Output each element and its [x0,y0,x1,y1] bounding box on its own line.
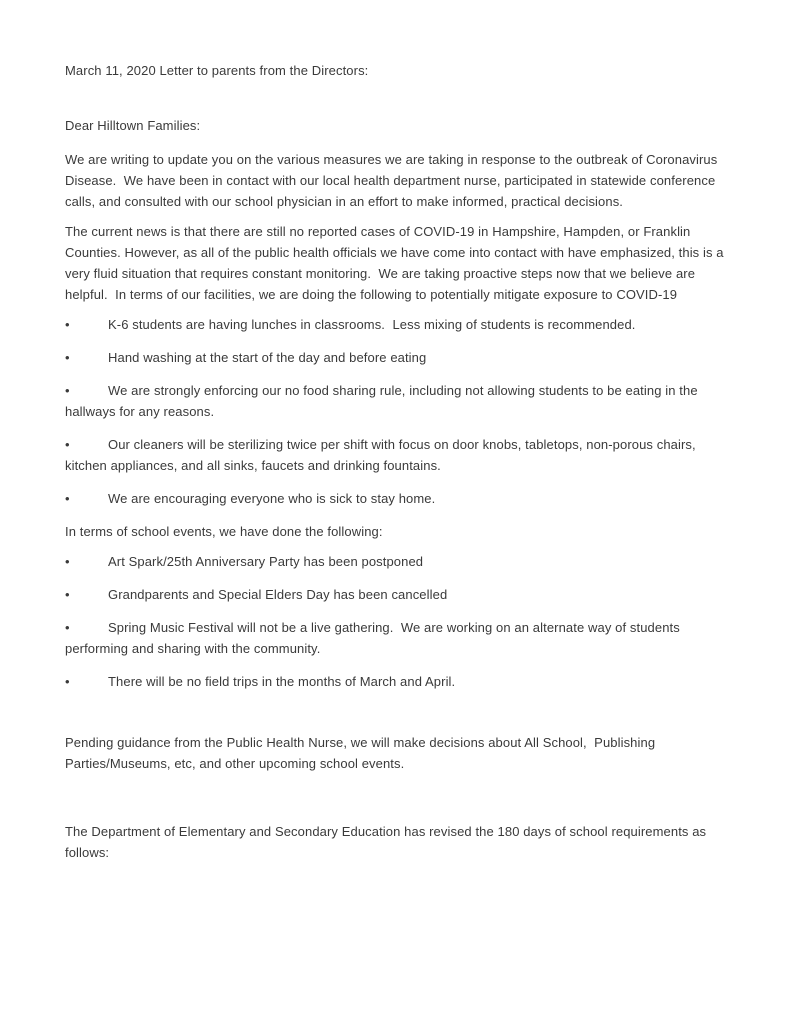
bullet-text: Grandparents and Special Elders Day has been cancelled [108,587,448,602]
bullet-marker: • [65,491,70,506]
bullet-item-art-spark [65,551,726,572]
bullet-text: There will be no field trips in the months of March and April. [108,674,456,689]
bullet-item-no-food-sharing [65,380,726,422]
bullet-marker: • [65,317,70,332]
bullet-item-cleaners [65,434,726,476]
letter-heading: March 11, 2020 Letter to parents from the Directors: [65,63,369,78]
paragraph-intro: We are writing to update you on the various measures we are taking in response to the outbreak of Coronavirus Disease. We have been in contact with our local health department nurse, participated in statewide conference calls, and consulted with our school physician in an effort to make informed, practical decisions. [65,152,722,209]
bullet-text: Art Spark/25th Anniversary Party has been postponed [108,554,424,569]
paragraph-dese-requirements: The Department of Elementary and Secondary Education has revised the 180 days of school requirements as follows: [65,824,710,860]
paragraph-pending-guidance: Pending guidance from the Public Health Nurse, we will make decisions about All School, Publishing Parties/Museums, etc, and other upcoming school events. [65,735,659,771]
bullet-item-grandparents-day [65,584,726,605]
bullet-marker: • [65,554,70,569]
bullet-text: Our cleaners will be sterilizing twice per shift with focus on door knobs, tabletops, non-porous chairs, kitchen appliances, and all sinks, faucets and drinking fountains. [65,437,700,473]
bullet-item-field-trips [65,671,726,692]
bullet-marker: • [65,437,70,452]
bullet-item-hand-washing [65,347,726,368]
bullet-item-lunches [65,314,726,335]
paragraph-current-news: The current news is that there are still no reported cases of COVID-19 in Hampshire, Hampden, or Franklin Counties. However, as all of the public health officials we have come into contact with have emphasized, this is a very fluid situation that requires constant monitoring. We are taking proactive steps now that we believe are helpful. In terms of our facilities, we are doing the following to potentially mitigate exposure to COVID-19 [65,224,728,302]
blank-line-spacer [65,704,726,732]
bullet-marker: • [65,674,70,689]
blank-line-spacer [65,783,726,821]
bullet-text: We are encouraging everyone who is sick to stay home. [108,491,436,506]
bullet-text: Hand washing at the start of the day and before eating [108,350,427,365]
bullet-marker: • [65,587,70,602]
bullet-marker: • [65,383,70,398]
bullet-item-spring-music-festival [65,617,726,659]
bullet-marker: • [65,350,70,365]
bullet-item-stay-home [65,488,726,509]
bullet-text: Spring Music Festival will not be a live gathering. We are working on an alternate way of students performing and sharing with the community. [65,620,684,656]
bullet-text: We are strongly enforcing our no food sharing rule, including not allowing students to be eating in the hallways for any reasons. [65,383,702,419]
bullet-text: K-6 students are having lunches in classrooms. Less mixing of students is recommended. [108,317,636,332]
bullet-marker: • [65,620,70,635]
letter-document [65,60,726,863]
paragraph-events-intro: In terms of school events, we have done the following: [65,524,383,539]
salutation-line: Dear Hilltown Families: [65,118,201,133]
